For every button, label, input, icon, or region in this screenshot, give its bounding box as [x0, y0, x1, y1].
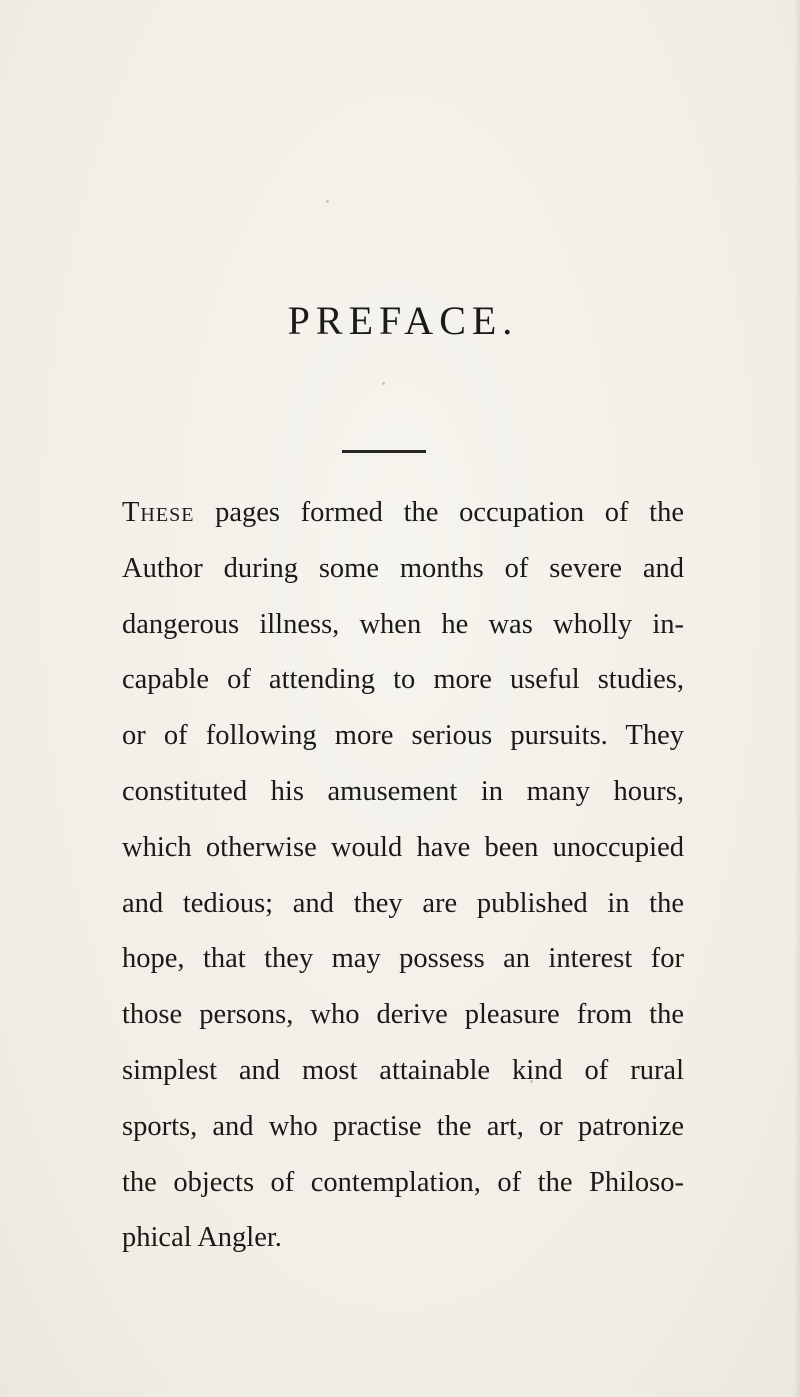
text-line-2: Author during some months of severe and — [122, 552, 684, 584]
text-line-13: the objects of contemplation, of the Philoso- — [122, 1166, 684, 1198]
text-line-8: and tedious; and they are published in the — [122, 887, 684, 919]
text-line-14: phical Angler. — [122, 1222, 282, 1254]
text-line-12: sports, and who practise the art, or patronize — [122, 1110, 684, 1142]
text-line-10: those persons, who derive pleasure from the — [122, 999, 684, 1031]
text-line-1 — [122, 485, 684, 541]
text-line-1-rest: pages formed the occupation of the — [194, 497, 684, 528]
text-line-6: constituted his amusement in many hours, — [122, 775, 684, 807]
page-title: PREFACE. — [287, 298, 519, 343]
title-divider — [342, 450, 426, 453]
text-line-9: hope, that they may possess an interest for — [122, 943, 684, 975]
text-line-11: simplest and most attainable kind of rural — [122, 1054, 684, 1086]
text-line-7: which otherwise would have been unoccupied — [122, 831, 684, 863]
text-line-4: capable of attending to more useful studies, — [122, 664, 684, 696]
paper-speck — [382, 382, 385, 385]
text-line-3: dangerous illness, when he was wholly in- — [122, 608, 684, 640]
text-line-5: or of following more serious pursuits. They — [122, 720, 684, 752]
page-edge-shadow — [794, 0, 800, 1397]
paper-speck — [326, 200, 329, 203]
lead-word: These — [122, 497, 195, 528]
preface-paragraph — [122, 485, 684, 1266]
